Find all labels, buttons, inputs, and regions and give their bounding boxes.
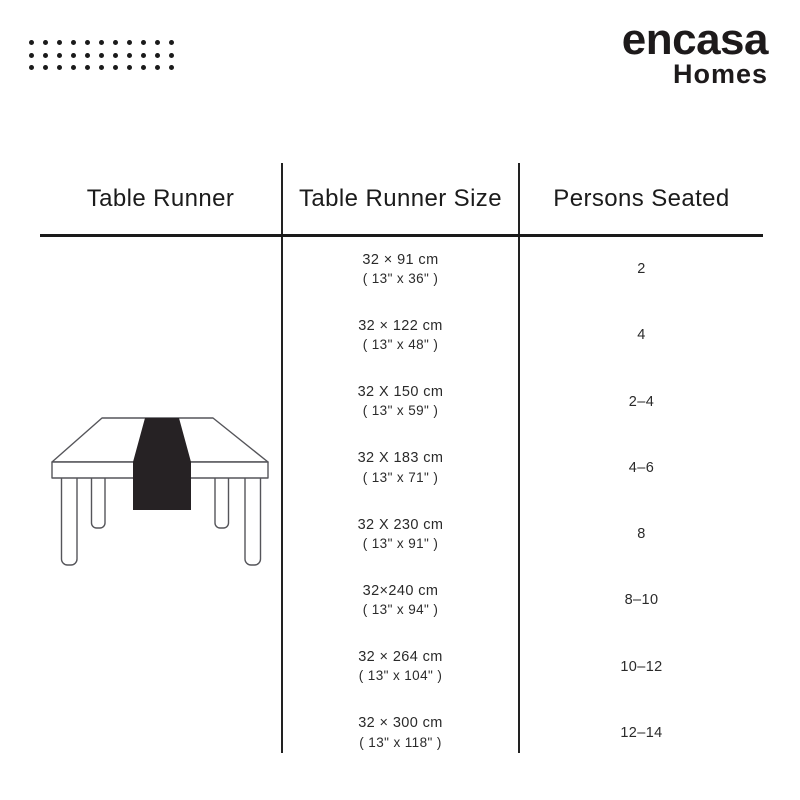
size-row: [0, 435, 800, 501]
persons-count: 12–14: [620, 724, 663, 741]
dot: [43, 40, 48, 45]
dot: [29, 40, 34, 45]
size-cm: 32 × 264 cm: [358, 649, 443, 666]
persons-count: 2–4: [628, 393, 655, 410]
size-row: [0, 302, 800, 368]
dot: [113, 53, 118, 58]
size-inches: ( 13" x 48" ): [362, 337, 439, 352]
dot: [155, 53, 160, 58]
size-inches: ( 13" x 36" ): [362, 270, 439, 286]
dot: [29, 65, 34, 70]
size-cm: 32 × 300 cm: [358, 715, 443, 732]
size-cm: 32 × 91 cm: [362, 251, 439, 268]
size-cm: 32 X 230 cm: [357, 516, 444, 533]
header-table-runner: Table Runner: [86, 184, 235, 212]
brand-tagline: Homes: [672, 59, 768, 89]
brand-name: encasa: [621, 15, 768, 64]
dot: [85, 65, 90, 70]
dot: [113, 65, 118, 70]
dot: [43, 53, 48, 58]
dot: [57, 53, 62, 58]
dot: [141, 40, 146, 45]
dot: [85, 40, 90, 45]
dot: [169, 53, 174, 58]
persons-count: 8–10: [624, 592, 659, 609]
dot: [127, 65, 132, 70]
dot: [57, 40, 62, 45]
size-row: [0, 634, 800, 700]
persons-count: 2: [637, 261, 646, 278]
size-cm: 32 X 150 cm: [357, 384, 444, 401]
dot: [99, 40, 104, 45]
size-row: [0, 501, 800, 567]
size-inches: ( 13" x 104" ): [358, 668, 443, 684]
size-row: [0, 567, 800, 633]
size-inches: ( 13" x 91" ): [362, 535, 439, 551]
dot: [113, 40, 118, 45]
header-persons-seated: Persons Seated: [553, 184, 730, 212]
dot: [85, 53, 90, 58]
dot: [71, 53, 76, 58]
persons-count: 8: [637, 526, 646, 543]
dot: [71, 65, 76, 70]
dot: [99, 53, 104, 58]
dot: [169, 65, 174, 70]
table-header-row: [0, 163, 800, 234]
size-inches: ( 13" x 71" ): [362, 469, 439, 485]
persons-count: 10–12: [620, 658, 663, 675]
dot: [127, 40, 132, 45]
size-row: [0, 369, 800, 435]
dot: [127, 53, 132, 58]
size-cm: 32×240 cm: [362, 582, 439, 599]
dot: [29, 53, 34, 58]
size-row: [0, 236, 800, 302]
dot: [141, 53, 146, 58]
dot: [155, 40, 160, 45]
size-cm: 32 X 183 cm: [357, 450, 444, 467]
dot: [141, 65, 146, 70]
persons-count: 4–6: [628, 459, 655, 476]
size-inches: ( 13" x 94" ): [362, 602, 439, 617]
header-table-runner-size: Table Runner Size: [299, 184, 502, 212]
size-cm: 32 × 122 cm: [358, 317, 443, 334]
dot: [169, 40, 174, 45]
size-inches: ( 13" x 59" ): [362, 403, 439, 419]
size-table-body: [0, 236, 800, 766]
dot: [99, 65, 104, 70]
size-row: [0, 700, 800, 766]
dot: [71, 40, 76, 45]
size-inches: ( 13" x 118" ): [359, 734, 442, 750]
persons-count: 4: [637, 327, 646, 344]
dot-pattern: [29, 40, 174, 70]
brand-logo: [621, 15, 768, 89]
dot: [57, 65, 62, 70]
dot: [155, 65, 160, 70]
dot: [43, 65, 48, 70]
